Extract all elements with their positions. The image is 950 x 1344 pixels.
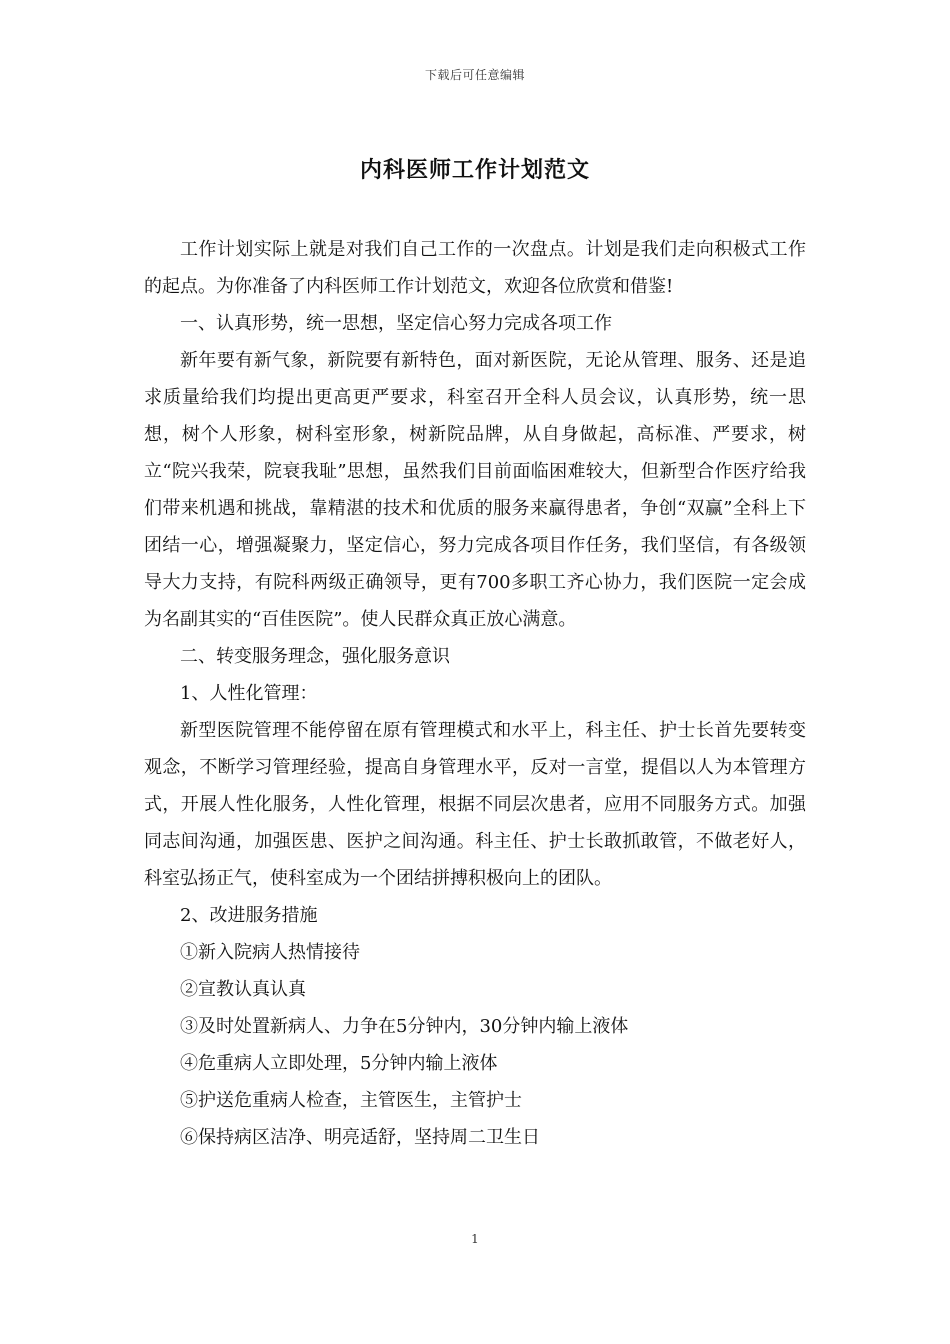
section-heading-1: 一、认真形势，统一思想，坚定信心努力完成各项工作 <box>180 313 612 334</box>
header-note: 下载后可任意编辑 <box>424 68 525 82</box>
document-body <box>144 231 806 1156</box>
list-item: ③及时处置新病人、力争在5分钟内，30分钟内输上液体 <box>180 1016 629 1037</box>
page-number: 1 <box>471 1232 479 1246</box>
section-heading-2: 二、转变服务理念，强化服务意识 <box>180 646 450 667</box>
subheading-2: 2、改进服务措施 <box>180 905 318 926</box>
document-title: 内科医师工作计划范文 <box>359 157 590 183</box>
list-item: ①新入院病人热情接待 <box>180 942 360 963</box>
list-item: ②宣教认真认真 <box>180 979 306 1000</box>
paragraph-subsection-1: 新型医院管理不能停留在原有管理模式和水平上，科主任、护士长首先要转变观念，不断学习管理经验，提高自身管理水平，反对一言堂，提倡以人为本管理方式，开展人性化服务，人性化管理，根据不同层次患者，应用不同服务方式。加强同志间沟通，加强医患、医护之间沟通。科主任、护士长敢抓敢管，不做老好人，科室弘扬正气，使科室成为一个团结拼搏积极向上的团队。 <box>144 720 806 889</box>
list-item: ④危重病人立即处理，5分钟内输上液体 <box>180 1053 498 1074</box>
paragraph-intro: 工作计划实际上就是对我们自己工作的一次盘点。计划是我们走向积极式工作的起点。为你准备了内科医师工作计划范文，欢迎各位欣赏和借鉴! <box>144 239 806 297</box>
list-item: ⑥保持病区洁净、明亮适舒，坚持周二卫生日 <box>180 1127 540 1148</box>
paragraph-section-1: 新年要有新气象，新院要有新特色，面对新医院，无论从管理、服务、还是追求质量给我们均提出更高更严要求，科室召开全科人员会议，认真形势，统一思想，树个人形象，树科室形象，树新院品牌，从自身做起，高标准、严要求，树立“院兴我荣，院衰我耻”思想，虽然我们目前面临困难较大，但新型合作医疗给我们带来机遇和挑战，靠精湛的技术和优质的服务来赢得患者，争创“双赢”全科上下团结一心，增强凝聚力，坚定信心，努力完成各项目作任务，我们坚信，有各级领导大力支持，有院科两级正确领导，更有700多职工齐心协力，我们医院一定会成为名副其实的“百佳医院”。使人民群众真正放心满意。 <box>144 350 806 630</box>
subheading-1: 1、人性化管理： <box>180 683 318 704</box>
list-item: ⑤护送危重病人检查，主管医生，主管护士 <box>180 1090 522 1111</box>
